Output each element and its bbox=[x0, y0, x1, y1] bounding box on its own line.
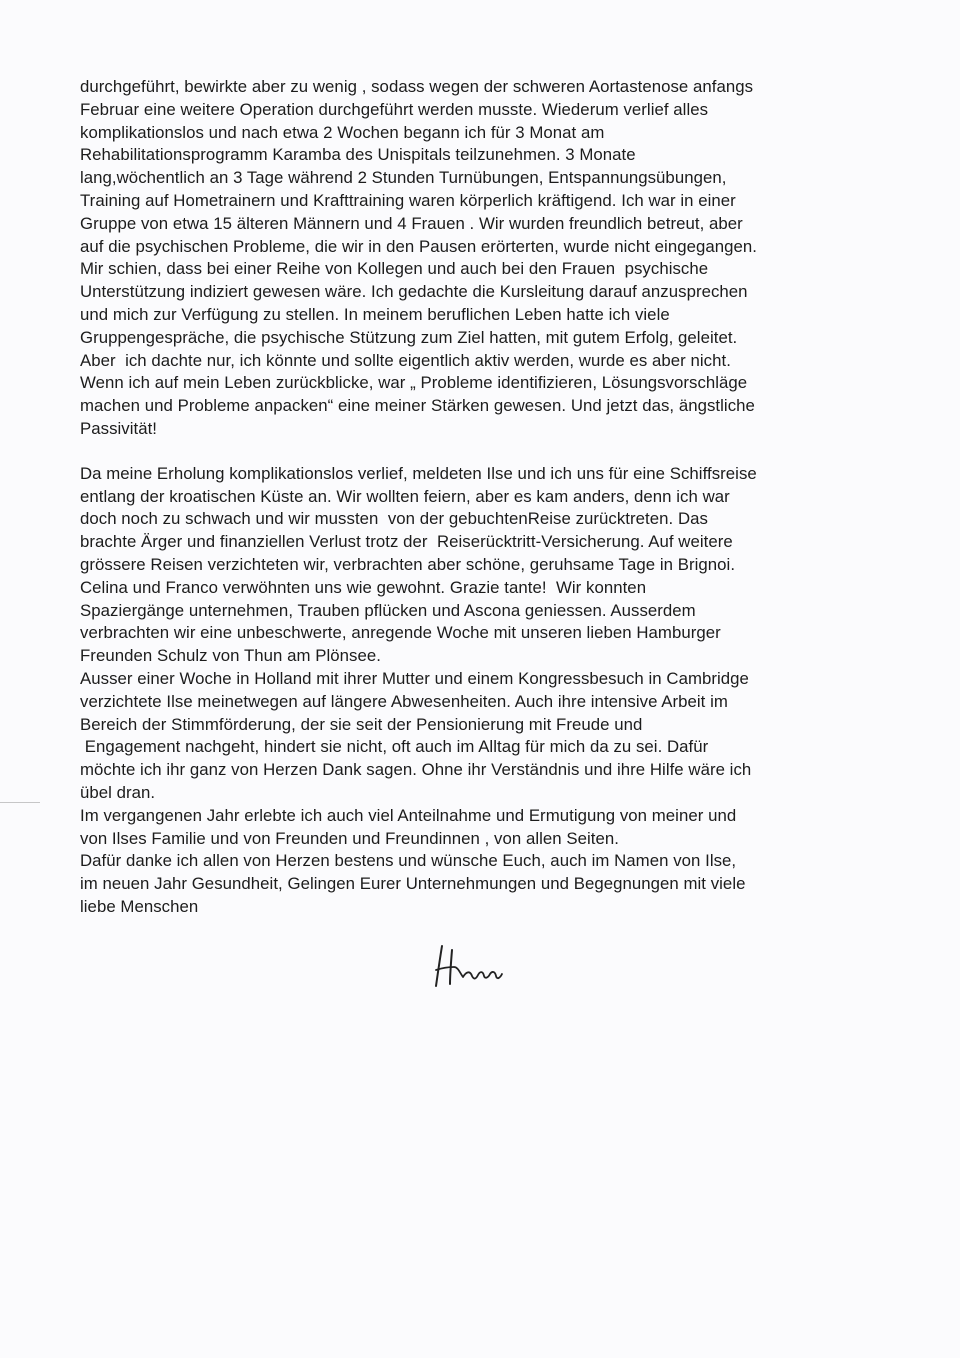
text-line: Mir schien, dass bei einer Reihe von Kollegen und auch bei den Frauen psychische bbox=[80, 259, 709, 279]
text-line: brachte Ärger und finanziellen Verlust trotz der Reiserücktritt-Versicherung. Auf weitere bbox=[80, 532, 733, 552]
text-line: verbrachten wir eine unbeschwerte, anregende Woche mit unseren lieben Hamburger bbox=[80, 623, 721, 643]
text-line: Freunden Schulz von Thun am Plönsee. bbox=[80, 646, 381, 666]
text-line: von Ilses Familie und von Freunden und Freundinnen , von allen Seiten. bbox=[80, 828, 619, 848]
text-line: im neuen Jahr Gesundheit, Gelingen Eurer Unternehmungen und Begegnungen mit viele bbox=[80, 874, 746, 894]
text-line: Aber ich dachte nur, ich könnte und sollte eigentlich aktiv werden, wurde es aber nicht. bbox=[80, 350, 731, 370]
text-line: grössere Reisen verzichteten wir, verbrachten aber schöne, geruhsame Tage in Brignoi. bbox=[80, 554, 736, 574]
text-line: Engagement nachgeht, hindert sie nicht, oft auch im Alltag für mich da zu sei. Dafür bbox=[80, 737, 709, 757]
text-line: durchgeführt, bewirkte aber zu wenig , sodass wegen der schweren Aortastenose anfangs bbox=[80, 77, 754, 96]
text-line: Celina und Franco verwöhnten uns wie gewohnt. Grazie tante! Wir konnten bbox=[80, 577, 647, 597]
text-line: Ausser einer Woche in Holland mit ihrer Mutter und einem Kongressbesuch in Cambridge bbox=[80, 668, 749, 688]
letter-body bbox=[80, 76, 870, 919]
paragraph-1 bbox=[80, 76, 870, 441]
fold-mark bbox=[0, 802, 40, 803]
text-line: lang,wöchentlich an 3 Tage während 2 Stunden Turnübungen, Entspannungsübungen, bbox=[80, 168, 727, 188]
text-line: Passivität! bbox=[80, 418, 158, 438]
text-line: Wenn ich auf mein Leben zurückblicke, war „ Probleme identifizieren, Lösungsvorschläge bbox=[80, 373, 748, 393]
text-line: entlang der kroatischen Küste an. Wir wollten feiern, aber es kam anders, denn ich war bbox=[80, 486, 730, 506]
text-line: Unterstützung indiziert gewesen wäre. Ich gedachte die Kursleitung darauf anzusprechen bbox=[80, 282, 748, 302]
text-line: Bereich der Stimmförderung, der sie seit der Pensionierung mit Freude und bbox=[80, 714, 643, 734]
text-line: auf die psychischen Probleme, die wir in den Pausen erörterten, wurde nicht eingegangen. bbox=[80, 236, 757, 256]
text-line: Dafür danke ich allen von Herzen bestens und wünsche Euch, auch im Namen von Ilse, bbox=[80, 851, 737, 871]
text-line: Spaziergänge unternehmen, Trauben pflücken und Ascona geniessen. Ausserdem bbox=[80, 600, 696, 620]
text-line: Februar eine weitere Operation durchgeführt werden musste. Wiederum verlief alles bbox=[80, 99, 709, 119]
text-line: liebe Menschen bbox=[80, 896, 199, 916]
paragraph-2 bbox=[80, 463, 870, 919]
paragraph-spacer bbox=[80, 441, 870, 463]
text-line: Gruppengespräche, die psychische Stützung zum Ziel hatten, mit gutem Erfolg, geleitet. bbox=[80, 327, 738, 347]
text-line: Im vergangenen Jahr erlebte ich auch viel Anteilnahme und Ermutigung von meiner und bbox=[80, 805, 737, 825]
text-line: komplikationslos und nach etwa 2 Wochen begann ich für 3 Monat am bbox=[80, 122, 605, 142]
text-line: übel dran. bbox=[80, 782, 156, 802]
text-line: machen und Probleme anpacken“ eine meiner Stärken gewesen. Und jetzt das, ängstliche bbox=[80, 396, 755, 416]
text-line: doch noch zu schwach und wir mussten von der gebuchtenReise zurücktreten. Das bbox=[80, 509, 708, 529]
handwritten-signature bbox=[430, 940, 520, 990]
text-line: verzichtete Ilse meinetwegen auf längere Abwesenheiten. Auch ihre intensive Arbeit im bbox=[80, 691, 728, 711]
text-line: Rehabilitationsprogramm Karamba des Unispitals teilzunehmen. 3 Monate bbox=[80, 145, 636, 165]
text-line: Gruppe von etwa 15 älteren Männern und 4 Frauen . Wir wurden freundlich betreut, aber bbox=[80, 213, 743, 233]
text-line: Da meine Erholung komplikationslos verlief, meldeten Ilse und ich uns für eine Schiffsreise bbox=[80, 463, 757, 483]
text-line: möchte ich ihr ganz von Herzen Dank sagen. Ohne ihr Verständnis und ihre Hilfe wäre ich bbox=[80, 760, 752, 780]
text-line: Training auf Hometrainern und Krafttraining waren körperlich kräftigend. Ich war in einer bbox=[80, 190, 736, 210]
text-line: und mich zur Verfügung zu stellen. In meinem beruflichen Leben hatte ich viele bbox=[80, 304, 670, 324]
